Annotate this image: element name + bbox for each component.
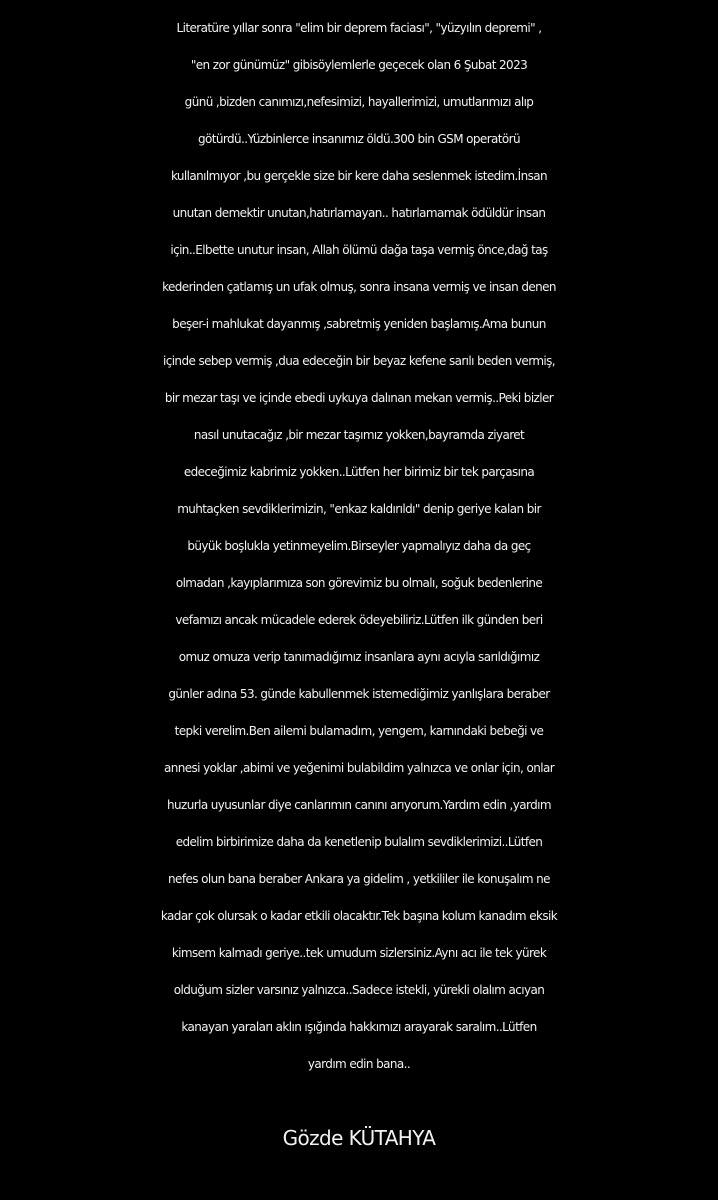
- text-line: kanayan yaraları aklın ışığında hakkımızı arayarak saralım..Lütfen: [181, 1020, 537, 1034]
- text-line: içinde sebep vermiş ,dua edeceğin bir beyaz kefene sarılı beden vermiş,: [162, 354, 556, 368]
- text-line: "en zor günümüz" gibisöylemlerle geçecek olan 6 Şubat 2023: [190, 58, 528, 72]
- text-line: olmadan ,kayıplarımıza son görevimiz bu olmalı, soğuk bedenlerine: [175, 576, 543, 590]
- text-line: edeceğimiz kabrimiz yokken..Lütfen her birimiz bir tek parçasına: [183, 465, 535, 479]
- text-line: annesi yoklar ,abimi ve yeğenimi bulabildim yalnızca ve onlar için, onlar: [163, 761, 555, 775]
- text-line: büyük boşlukla yetinmeyelim.Birseyler yapmalıyız daha da geç: [187, 539, 531, 553]
- text-line: huzurla uyusunlar diye canlarımın canını arıyorum.Yardım edin ,yardım: [167, 798, 551, 812]
- text-line: kimsem kalmadı geriye..tek umudum sizlersiniz.Aynı acı ile tek yürek: [171, 946, 547, 960]
- text-line: omuz omuza verip tanımadığımız insanlara aynı acıyla sarıldığımız: [178, 650, 540, 664]
- text-line: edelim birbirimize daha da kenetlenip bulalım sevdiklerimizi..Lütfen: [175, 835, 543, 849]
- text-line: götürdü..Yüzbinlerce insanımız öldü.300 bin GSM operatörü: [198, 132, 520, 146]
- text-line: nasıl unutacağız ,bir mezar taşımız yokken,bayramda ziyaret: [193, 428, 525, 442]
- text-line: beşer-i mahlukat dayanmış ,sabretmiş yeniden başlamış.Ama bunun: [172, 317, 546, 331]
- text-line: unutan demektir unutan,hatırlamayan.. hatırlamamak ödüldür insan: [172, 206, 546, 220]
- text-line: yardım edin bana..: [307, 1057, 411, 1071]
- text-line: vefamızı ancak mücadele ederek ödeyebiliriz.Lütfen ilk günden beri: [175, 613, 543, 627]
- text-line: için..Elbette unutur insan, Allah ölümü dağa taşa vermiş önce,dağ taş: [170, 243, 548, 257]
- text-line: nefes olun bana beraber Ankara ya gidelim , yetkililer ile konuşalım ne: [168, 872, 550, 886]
- text-line: tepki verelim.Ben ailemi bulamadım, yengem, karnındaki bebeği ve: [174, 724, 544, 738]
- text-line: kullanılmıyor ,bu gerçekle size bir kere daha seslenmek istedim.İnsan: [170, 169, 548, 183]
- story-text-block: [0, 10, 718, 1083]
- text-line: günler adına 53. günde kabullenmek istemediğimiz yanlışlara beraber: [168, 687, 550, 701]
- text-line: Literatüre yıllar sonra "elim bir deprem faciası", "yüzyılın depremi" ,: [176, 21, 542, 35]
- text-line: kadar çok olursak o kadar etkili olacaktır.Tek başına kolum kanadım eksik: [160, 909, 558, 923]
- text-line: bir mezar taşı ve içinde ebedi uykuya dalınan mekan vermiş..Peki bizler: [164, 391, 554, 405]
- text-line: kederinden çatlamış un ufak olmuş, sonra insana vermiş ve insan denen: [162, 280, 556, 294]
- text-line: günü ,bizden canımızı,nefesimizi, hayallerimizi, umutlarımızı alıp: [184, 95, 534, 109]
- signature: Gözde KÜTAHYA: [282, 1126, 436, 1150]
- text-line: muhtaçken sevdiklerimizin, "enkaz kaldırıldı" denip geriye kalan bir: [177, 502, 541, 516]
- text-line: olduğum sizler varsınız yalnızca..Sadece istekli, yürekli olalım acıyan: [173, 983, 545, 997]
